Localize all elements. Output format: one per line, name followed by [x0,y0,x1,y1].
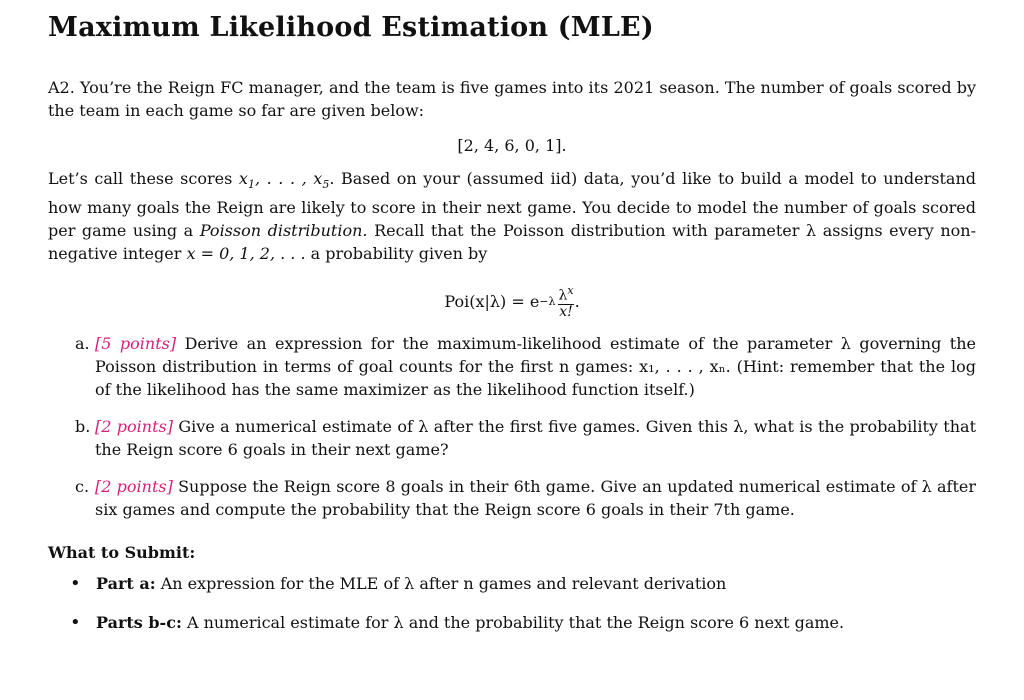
submit-item [48,611,976,634]
submit-item [48,572,976,595]
points-badge: [2 points] [95,416,173,436]
part-letter: c. [75,476,90,496]
intro-paragraph: A2. You’re the Reign FC manager, and the team is five games into its 2021 season. The number of goals scored by the team in each game so far are given below: [48,78,976,120]
bullet-icon: • [70,611,81,633]
part-body [95,415,976,461]
points-badge: [2 points] [95,476,173,496]
setup-paragraph: Let’s call these scores $x_1$, . . . , $x_5$. Based on your (assumed iid) data, you’d like to build a model to understand how many goals the Reign are likely to score in their next game. You decide to model the number of goals scored per game using a Poisson distribution. Recall that the Poisson distribution with parameter λ assigns every non-negative integer x = 0, 1, 2, . . . a probability given by [48,169,977,264]
formula-tail: . [574,292,580,312]
formula-lhs: Poi(x|λ) = e [444,292,540,312]
submit-list [48,572,976,634]
submit-item-text: An expression for the MLE of λ after n games and relevant derivation [160,573,727,593]
setup-text-1: Let’s call these scores [48,169,239,188]
points-badge: [5 points] [95,333,177,353]
submit-item-label: Part a: [96,573,156,593]
bullet-icon: • [70,572,81,594]
part-text: Derive an expression for the maximum-likelihood estimate of the parameter λ governing the Poisson distribution in terms of goal counts for the first n games: x₁, . . . , xₙ. (Hint: remember that the log of the likelihood has the same maximizer as the likelihood function itself.) [95,333,977,399]
formula-exponent: −λ [539,295,556,309]
setup-text-3: Recall that the Poisson distribution with parameter λ assigns every non-negative integer [48,221,976,264]
part-letter: b. [75,416,91,436]
part-body [95,475,976,521]
setup-emphasis: Poisson distribution. [199,221,368,241]
setup-integer-range: x = 0, 1, 2, . . . [186,244,306,264]
part-body [95,332,976,401]
formula-denominator: x! [559,303,573,320]
part-text: Suppose the Reign score 8 goals in their 6th game. Give an updated numerical estimate of λ after six games and compute the probability that the Reign score 6 goals in their 7th game. [95,476,977,519]
submit-heading: What to Submit: [48,542,196,562]
part-b [48,415,976,461]
poisson-formula [48,283,976,320]
setup-text-2: Based on your (assumed iid) data, you’d like to build a model to understand how many goals the Reign are likely to score in their next game. You decide to model the number of goals scored per game using a [48,169,977,241]
part-letter: a. [75,333,90,353]
part-c [48,475,976,521]
formula-fraction [557,283,574,320]
part-text: Give a numerical estimate of λ after the first five games. Given this λ, what is the probability that the Reign score 6 goals in their next game? [95,416,977,459]
question-parts [48,332,976,521]
page-title: Maximum Likelihood Estimation (MLE) [48,12,654,43]
part-a [48,332,976,401]
submit-item-text: A numerical estimate for λ and the probability that the Reign score 6 next game. [186,612,845,632]
submit-item-label: Parts b-c: [96,612,182,632]
formula-numerator: $\lambda^x$ [558,284,574,304]
scores-display: [2, 4, 6, 0, 1]. [457,136,567,155]
setup-text-4: a probability given by [305,244,488,264]
setup-var-x: $x_1$, . . . , $x_5$ [238,169,330,192]
